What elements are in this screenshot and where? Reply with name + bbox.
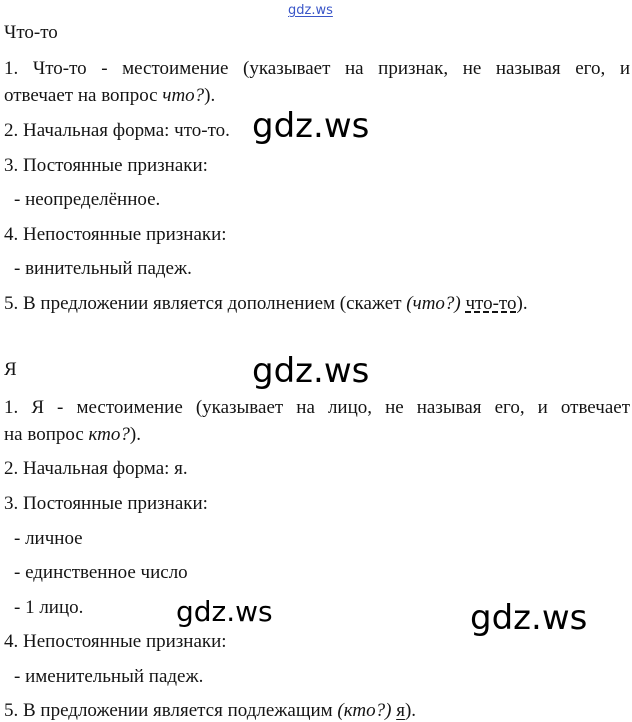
- block1-line1b-pre: отвечает на вопрос: [4, 85, 163, 106]
- block1-line1b-post: ).: [204, 85, 216, 106]
- block2-line1: 1. Я - местоимение (указывает на лицо, не называя его, и отвечает: [4, 397, 630, 418]
- block1-line4a: - винительный падеж.: [14, 258, 192, 279]
- watermark-text: gdz.ws: [252, 351, 370, 391]
- block1-line5-question: (что?): [406, 293, 461, 314]
- block2-line1b-question: кто?: [88, 424, 130, 445]
- block1-line5: [4, 293, 528, 315]
- block2-line5-question: (кто?): [337, 700, 392, 721]
- block2-line1b-pre: на вопрос: [4, 424, 89, 445]
- watermark-text: gdz.ws: [252, 106, 370, 146]
- block2-line4a: - именительный падеж.: [14, 666, 204, 687]
- block2-line3b: - единственное число: [14, 562, 188, 583]
- block2-title: Я: [4, 359, 17, 380]
- block1-line5-pre: 5. В предложении является дополнением (скажет: [4, 293, 407, 314]
- block1-line5-post: ).: [516, 293, 528, 314]
- block2-line1-cont: [4, 424, 141, 446]
- block2-line5-word: я: [396, 700, 405, 721]
- block2-line5: [4, 700, 416, 722]
- watermark-text: gdz.ws: [176, 595, 273, 628]
- watermark-link-top[interactable]: gdz.ws: [288, 3, 333, 18]
- block2-line4: 4. Непостоянные признаки:: [4, 631, 227, 652]
- block2-line5-pre: 5. В предложении является подлежащим: [4, 700, 338, 721]
- block2-line5-post: ).: [404, 700, 417, 721]
- block1-line3: 3. Постоянные признаки:: [4, 155, 208, 176]
- block2-line3a: - личное: [14, 528, 83, 549]
- block1-line1: 1. Что-то - местоимение (указывает на признак, не называя его, и: [4, 58, 630, 79]
- block1-line2: 2. Начальная форма: что-то.: [4, 120, 230, 141]
- block2-line1b-post: ).: [129, 424, 141, 445]
- block1-line1b-question: что?: [162, 85, 205, 106]
- block1-line3a: - неопределённое.: [14, 189, 161, 210]
- watermark-text: gdz.ws: [470, 598, 588, 638]
- block2-line3: 3. Постоянные признаки:: [4, 493, 208, 514]
- block1-line5-word: что-то: [465, 293, 517, 314]
- block1-title: Что-то: [4, 22, 58, 43]
- block1-line4: 4. Непостоянные признаки:: [4, 224, 227, 245]
- block1-line1-cont: [4, 85, 215, 107]
- block2-line3c: - 1 лицо.: [14, 597, 84, 618]
- block2-line2: 2. Начальная форма: я.: [4, 458, 188, 479]
